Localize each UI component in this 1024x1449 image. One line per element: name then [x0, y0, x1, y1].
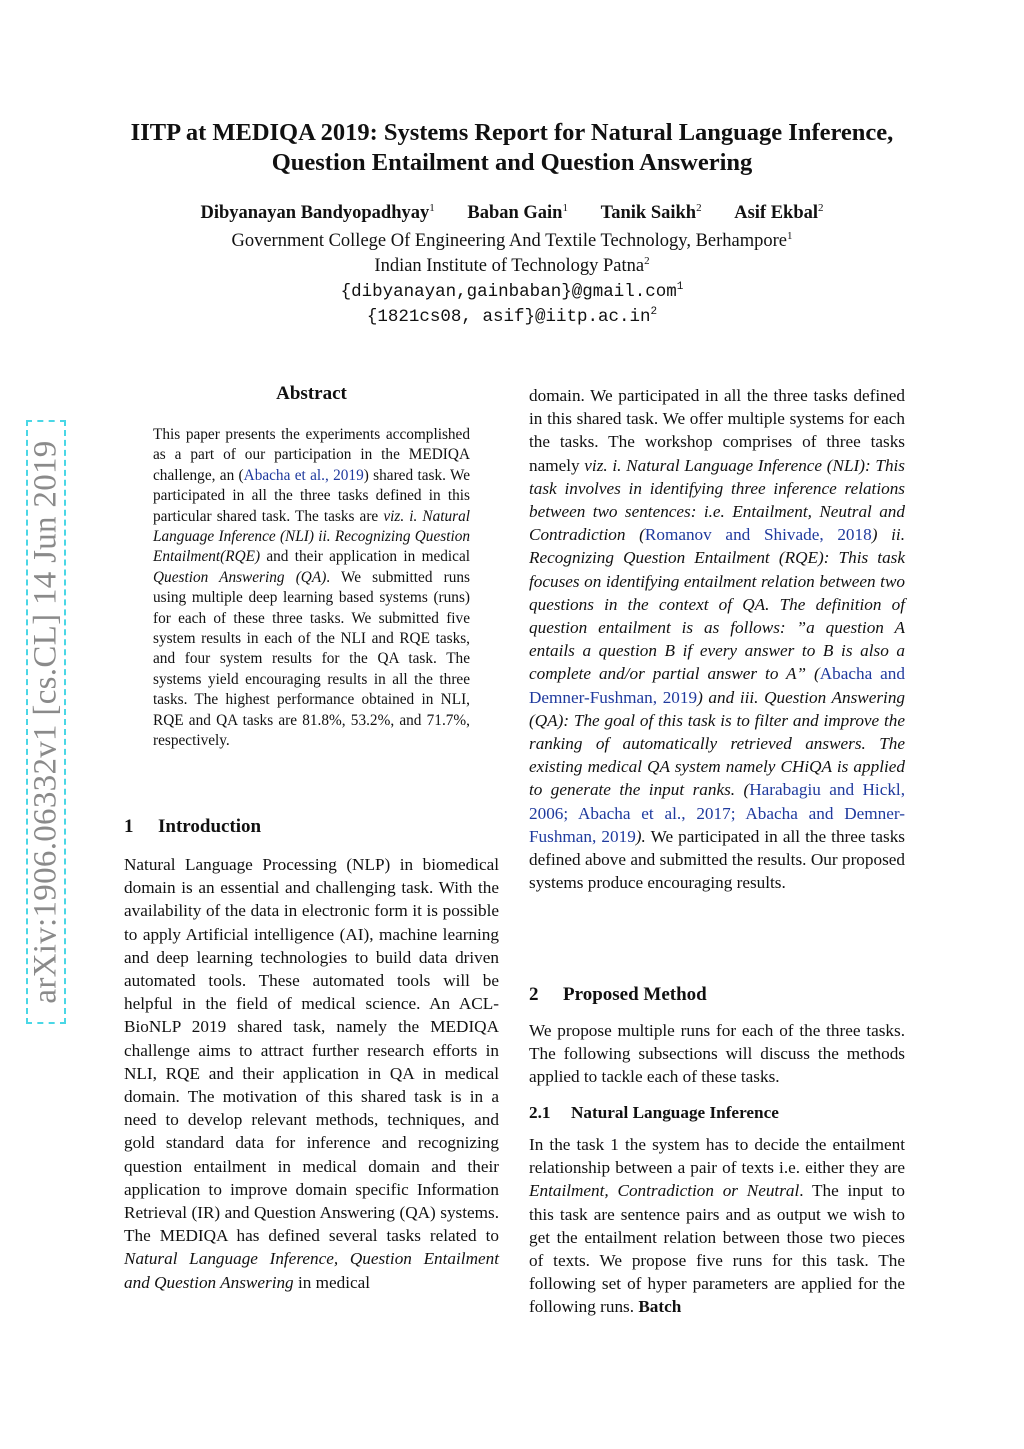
- affiliation: Indian Institute of Technology Patna$^2$: [374, 255, 650, 276]
- section-heading-introduction: 1 Introduction: [124, 816, 262, 837]
- section-heading-proposed-method: 2 Proposed Method: [529, 984, 707, 1005]
- author: Tanik Saikh$^2$: [600, 202, 702, 223]
- abstract-heading: Abstract: [276, 383, 347, 404]
- author-list: [80, 203, 944, 224]
- citation-link[interactable]: Abacha et al., 2019: [243, 466, 364, 484]
- citation-link[interactable]: Abacha and Demner-Fushman, 2019: [529, 664, 905, 707]
- proposed-method-body: We propose multiple runs for each of the three tasks. The following subsections will discuss the methods applied to tackle each of these tasks.: [529, 1021, 905, 1087]
- subsection-heading-nli: 2.1 Natural Language Inference: [529, 1103, 779, 1122]
- title-line-1: IITP at MEDIQA 2019: Systems Report for Natural Language Inference,: [130, 119, 894, 146]
- title-line-2: Question Entailment and Question Answering: [271, 149, 753, 176]
- abstract-body: This paper presents the experiments accomplished as a part of our participation in the MEDIQA challenge, an (Abacha et al., 2019) shared task. We participated in all the three tasks defined in this particular shared task. The tasks are viz. i. Natural Language Inference (NLI) ii. Recognizing Question Entailment(RQE) and their application in medical Question Answering (QA). We submitted runs using multiple deep learning based systems (runs) for each of these three tasks. We submitted five system results in each of the NLI and RQE tasks, and four system results for the QA task. The systems yield encouraging results in all the three tasks. The highest performance obtained in NLI, RQE and QA tasks are 81.8%, 53.2%, and 71.7%, respectively.: [153, 426, 471, 750]
- arxiv-stamp-text: arXiv:1906.06332v1 [cs.CL] 14 Jun 2019: [27, 440, 64, 1004]
- nli-body: In the task 1 the system has to decide the entailment relationship between a pair of texts i.e. either they are Entailment, Contradiction or Neutral. The input to this task are sentence pairs and as output we wish to get the entailment relation between those two pieces of texts. We propose five runs for this task. The following set of hyper parameters are applied for the following runs. Batch: [529, 1135, 905, 1317]
- introduction-continued: domain. We participated in all the three tasks defined in this shared task. We offer multiple systems for each the tasks. The workshop comprises of three tasks namely viz. i. Natural Language Inference (NLI): This task involves in identifying three inference relations between two sentences: i.e. Entailment, Neutral and Contradiction (Romanov and Shivade, 2018) ii. Recognizing Question Entailment (RQE): This task focuses on identifying entailment relation between two questions in the context of QA. The definition of question entailment is as follows: ”a question A entails a question B if every answer to B is also a complete and/or partial answer to A” (Abacha and Demner-Fushman, 2019) and iii. Question Answering (QA): The goal of this task is to filter and improve the ranking of automatically retrieved answers. The existing medical QA system namely CHiQA is applied to generate the input ranks. (Harabagiu and Hickl, 2006; Abacha et al., 2017; Abacha and Demner-Fushman, 2019). We participated in all the three tasks defined above and submitted the results. Our proposed systems produce encouraging results.: [529, 386, 906, 893]
- affiliation: Government College Of Engineering And Textile Technology, Berhampore$^1$: [231, 230, 793, 251]
- email: {dibyanayan,gainbaban}@gmail.com$^1$: [340, 281, 684, 302]
- introduction-body: Natural Language Processing (NLP) in biomedical domain is an essential and challenging task. With the availability of the data in electronic form it is possible to apply Artificial intelligence (AI), machine learning and deep learning technologies to build data driven automated tools. These automated tools will be helpful in the field of medical science. An ACL-BioNLP 2019 shared task, namely the MEDIQA challenge aims to attract further research efforts in NLI, RQE and their application in QA in medical domain. The motivation of this shared task is in a need to develop relevant methods, techniques, and gold standard data for inference and recognizing question entailment in medical domain and their application to improve domain specific Information Retrieval (IR) and Question Answering (QA) systems. The MEDIQA has defined several tasks related to Natural Language Inference, Question Entailment and Question Answering in medical: [124, 855, 499, 1292]
- author: Asif Ekbal$^2$: [734, 202, 824, 223]
- author: Dibyanayan Bandyopadhyay$^1$: [200, 202, 435, 223]
- citation-link[interactable]: Harabagiu and Hickl, 2006; Abacha et al., 2017; Abacha and Demner-Fushman, 2019: [529, 780, 905, 846]
- author: Baban Gain$^1$: [467, 202, 568, 223]
- paper-title: [80, 118, 944, 178]
- citation-link[interactable]: Romanov and Shivade, 2018: [644, 525, 872, 545]
- arxiv-stamp: [26, 420, 66, 1024]
- email: {1821cs08, $asif\}@iitp.ac.in^2$: [366, 306, 658, 327]
